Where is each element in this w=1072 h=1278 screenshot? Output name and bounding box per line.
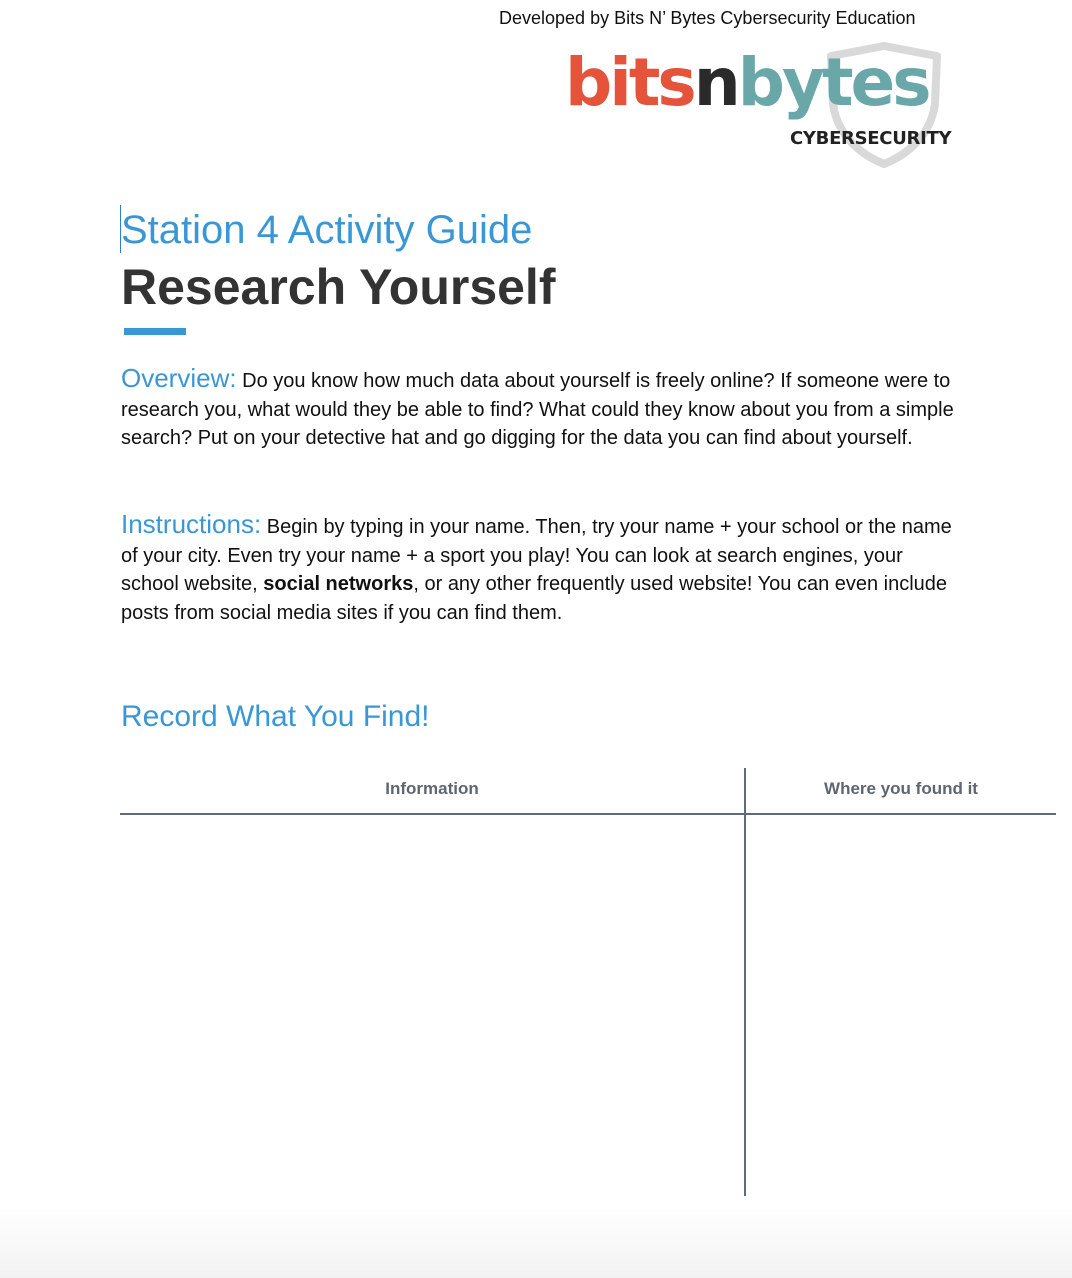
- logo-word-bits: bits: [565, 44, 694, 121]
- instructions-text-before: Begin by typing in your name. Then, try your name + your school or the name of your city. Even try your name + a sport you play! You can look at search engines, your school website,: [121, 516, 952, 596]
- instructions-paragraph: [121, 510, 961, 627]
- overview-label: Overview:: [121, 363, 237, 393]
- logo-wordmark: [565, 44, 929, 121]
- logo-word-n: n: [693, 44, 738, 121]
- title-underline: [124, 328, 186, 335]
- station-title: Station 4 Activity Guide: [121, 208, 533, 252]
- overview-paragraph: [121, 364, 961, 453]
- instructions-label: Instructions:: [121, 509, 262, 539]
- table-column-divider: [744, 768, 746, 1196]
- column-header-where-found: Where you found it: [824, 779, 978, 798]
- developer-credit: Developed by Bits N’ Bytes Cybersecurity Education: [499, 8, 916, 28]
- overview-text: Do you know how much data about yourself is freely online? If someone were to research you, what would they be able to find? What could they know about you from a simple search? Put on your detective hat and go digging for the data you can find about yourself.: [121, 370, 954, 450]
- logo-subtitle: CYBERSECURITY: [790, 128, 952, 149]
- page-bottom-fade: [0, 1208, 1072, 1278]
- record-heading: Record What You Find!: [121, 700, 430, 733]
- table-header-rule: [120, 813, 1056, 815]
- logo-word-bytes: bytes: [737, 44, 929, 121]
- page-title: Research Yourself: [121, 259, 556, 315]
- bitsnbytes-logo: [565, 42, 950, 170]
- instructions-bold-social-networks: social networks: [263, 573, 414, 596]
- instructions-text-after: , or any other frequently used website! You can even include posts from social media sites if you can find them.: [121, 573, 948, 624]
- column-header-information: Information: [385, 779, 479, 798]
